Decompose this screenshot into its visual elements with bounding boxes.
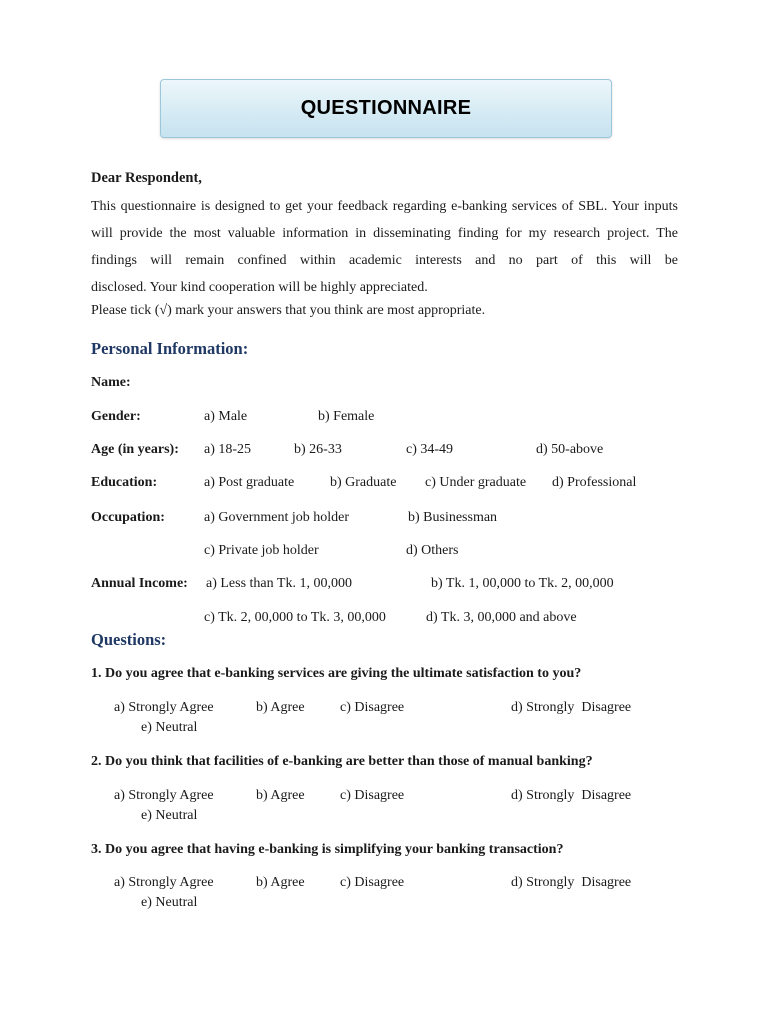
occupation-option-private[interactable]: c) Private job holder — [204, 543, 319, 558]
age-label: Age (in years): — [91, 442, 179, 457]
q2-option-agree[interactable]: b) Agree — [256, 788, 305, 803]
age-option-34-49[interactable]: c) 34-49 — [406, 442, 454, 457]
q1-option-disagree[interactable]: c) Disagree — [340, 700, 405, 715]
income-option-c[interactable]: c) Tk. 2, 00,000 to Tk. 3, 00,000 — [204, 610, 386, 625]
age-option-26-33[interactable]: b) 26-33 — [294, 442, 342, 457]
occupation-option-government[interactable]: a) Government job holder — [204, 510, 350, 525]
occupation-label: Occupation: — [91, 510, 165, 525]
q3-option-neutral[interactable]: e) Neutral — [141, 895, 198, 910]
income-option-a[interactable]: a) Less than Tk. 1, 00,000 — [206, 576, 352, 591]
question-2: 2. Do you think that facilities of e-banking are better than those of manual banking? — [91, 754, 593, 769]
title-box — [160, 79, 612, 138]
intro-line: inputs will provide the most valuable information in disseminating finding for my research — [91, 199, 678, 241]
occupation-option-businessman[interactable]: b) Businessman — [408, 510, 498, 525]
gender-label: Gender: — [91, 409, 141, 424]
education-option-graduate[interactable]: b) Graduate — [330, 475, 397, 490]
education-label: Education: — [91, 475, 158, 490]
q1-option-neutral[interactable]: e) Neutral — [141, 720, 198, 735]
gender-option-female[interactable]: b) Female — [318, 409, 375, 424]
intro-line: disclosed. Your kind cooperation will be highly appreciated. — [91, 280, 428, 295]
q1-option-agree[interactable]: b) Agree — [256, 700, 305, 715]
q2-option-strongly-agree[interactable]: a) Strongly Agree — [114, 788, 214, 803]
questions-heading: Questions: — [91, 630, 167, 649]
personal-info-heading: Personal Information: — [91, 339, 249, 358]
income-label: Annual Income: — [91, 576, 188, 591]
income-option-b[interactable]: b) Tk. 1, 00,000 to Tk. 2, 00,000 — [431, 576, 614, 591]
age-option-18-25[interactable]: a) 18-25 — [204, 442, 252, 457]
salutation: Dear Respondent, — [91, 170, 202, 186]
q1-option-strongly-agree[interactable]: a) Strongly Agree — [114, 700, 214, 715]
q2-option-neutral[interactable]: e) Neutral — [141, 808, 198, 823]
question-1: 1. Do you agree that e-banking services are giving the ultimate satisfaction to you? — [91, 666, 582, 681]
q3-option-agree[interactable]: b) Agree — [256, 875, 305, 890]
q2-option-strongly-disagree[interactable]: d) Strongly Disagree — [511, 788, 632, 803]
page-title: QUESTIONNAIRE — [300, 97, 472, 119]
q3-option-disagree[interactable]: c) Disagree — [340, 875, 405, 890]
gender-option-male[interactable]: a) Male — [204, 409, 248, 424]
education-option-professional[interactable]: d) Professional — [552, 475, 637, 490]
education-option-under-graduate[interactable]: c) Under graduate — [425, 475, 527, 490]
tick-instruction: Please tick (√) mark your answers that you think are most appropriate. — [91, 303, 486, 318]
age-option-50-above[interactable]: d) 50-above — [536, 442, 604, 457]
intro-line: project. The findings will remain confined within academic interests and no part of this will be — [91, 226, 678, 268]
income-option-d[interactable]: d) Tk. 3, 00,000 and above — [426, 610, 577, 625]
occupation-option-others[interactable]: d) Others — [406, 543, 459, 558]
name-label: Name: — [91, 375, 131, 390]
intro-paragraph — [91, 193, 678, 301]
education-option-post-graduate[interactable]: a) Post graduate — [204, 475, 295, 490]
q2-option-disagree[interactable]: c) Disagree — [340, 788, 405, 803]
intro-line: This questionnaire is designed to get your feedback regarding e-banking services of SBL. Your — [91, 199, 639, 214]
question-3: 3. Do you agree that having e-banking is simplifying your banking transaction? — [91, 842, 564, 857]
q3-option-strongly-disagree[interactable]: d) Strongly Disagree — [511, 875, 632, 890]
q1-option-strongly-disagree[interactable]: d) Strongly Disagree — [511, 700, 632, 715]
q3-option-strongly-agree[interactable]: a) Strongly Agree — [114, 875, 214, 890]
